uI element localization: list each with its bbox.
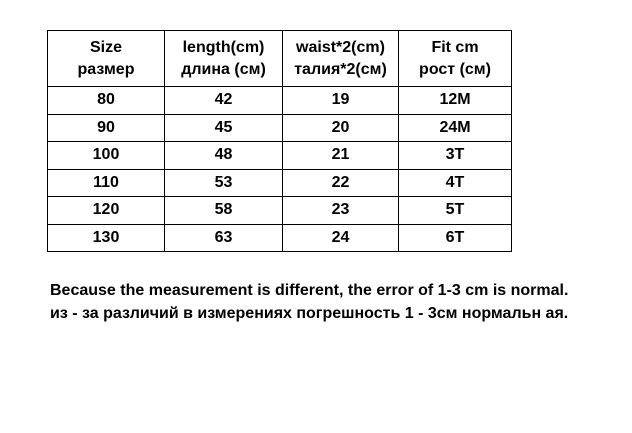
table-row xyxy=(48,87,512,115)
cell-size: 130 xyxy=(48,224,165,252)
table-row xyxy=(48,169,512,197)
cell-size: 100 xyxy=(48,142,165,170)
cell-size: 110 xyxy=(48,169,165,197)
cell-fit: 24M xyxy=(399,114,512,142)
header-cell-length xyxy=(165,31,283,87)
header-label-en: Size xyxy=(89,38,122,56)
cell-fit: 4T xyxy=(399,169,512,197)
cell-fit: 6T xyxy=(399,224,512,252)
cell-waist: 19 xyxy=(283,87,399,115)
header-label-en: length(cm) xyxy=(182,38,265,56)
header-cell-size xyxy=(48,31,165,87)
cell-length: 48 xyxy=(165,142,283,170)
cell-size: 80 xyxy=(48,87,165,115)
header-cell-fit xyxy=(399,31,512,87)
measurement-note xyxy=(50,279,610,325)
header-label-ru: рост (см) xyxy=(419,60,491,78)
cell-fit: 3T xyxy=(399,142,512,170)
header-label-en: Fit cm xyxy=(431,38,479,56)
header-label-ru: размер xyxy=(77,60,135,78)
cell-waist: 23 xyxy=(283,197,399,225)
header-label-ru: талия*2(см) xyxy=(294,60,387,78)
table-row xyxy=(48,114,512,142)
table-header-row xyxy=(48,31,512,87)
cell-length: 53 xyxy=(165,169,283,197)
cell-waist: 21 xyxy=(283,142,399,170)
header-cell-waist xyxy=(283,31,399,87)
cell-fit: 5T xyxy=(399,197,512,225)
header-label-ru: длина (см) xyxy=(181,60,266,78)
cell-length: 63 xyxy=(165,224,283,252)
table-row xyxy=(48,142,512,170)
size-chart-table xyxy=(47,30,512,252)
cell-waist: 24 xyxy=(283,224,399,252)
cell-waist: 20 xyxy=(283,114,399,142)
header-label-en: waist*2(cm) xyxy=(296,38,385,56)
table-row xyxy=(48,224,512,252)
cell-length: 42 xyxy=(165,87,283,115)
cell-fit: 12M xyxy=(399,87,512,115)
note-english: Because the measurement is different, the error of 1-3 cm is normal. xyxy=(50,282,569,299)
cell-waist: 22 xyxy=(283,169,399,197)
cell-length: 58 xyxy=(165,197,283,225)
table-row xyxy=(48,197,512,225)
cell-size: 120 xyxy=(48,197,165,225)
cell-size: 90 xyxy=(48,114,165,142)
cell-length: 45 xyxy=(165,114,283,142)
note-russian: из - за различий в измерениях погрешность 1 - 3см нормальн ая. xyxy=(50,305,569,322)
